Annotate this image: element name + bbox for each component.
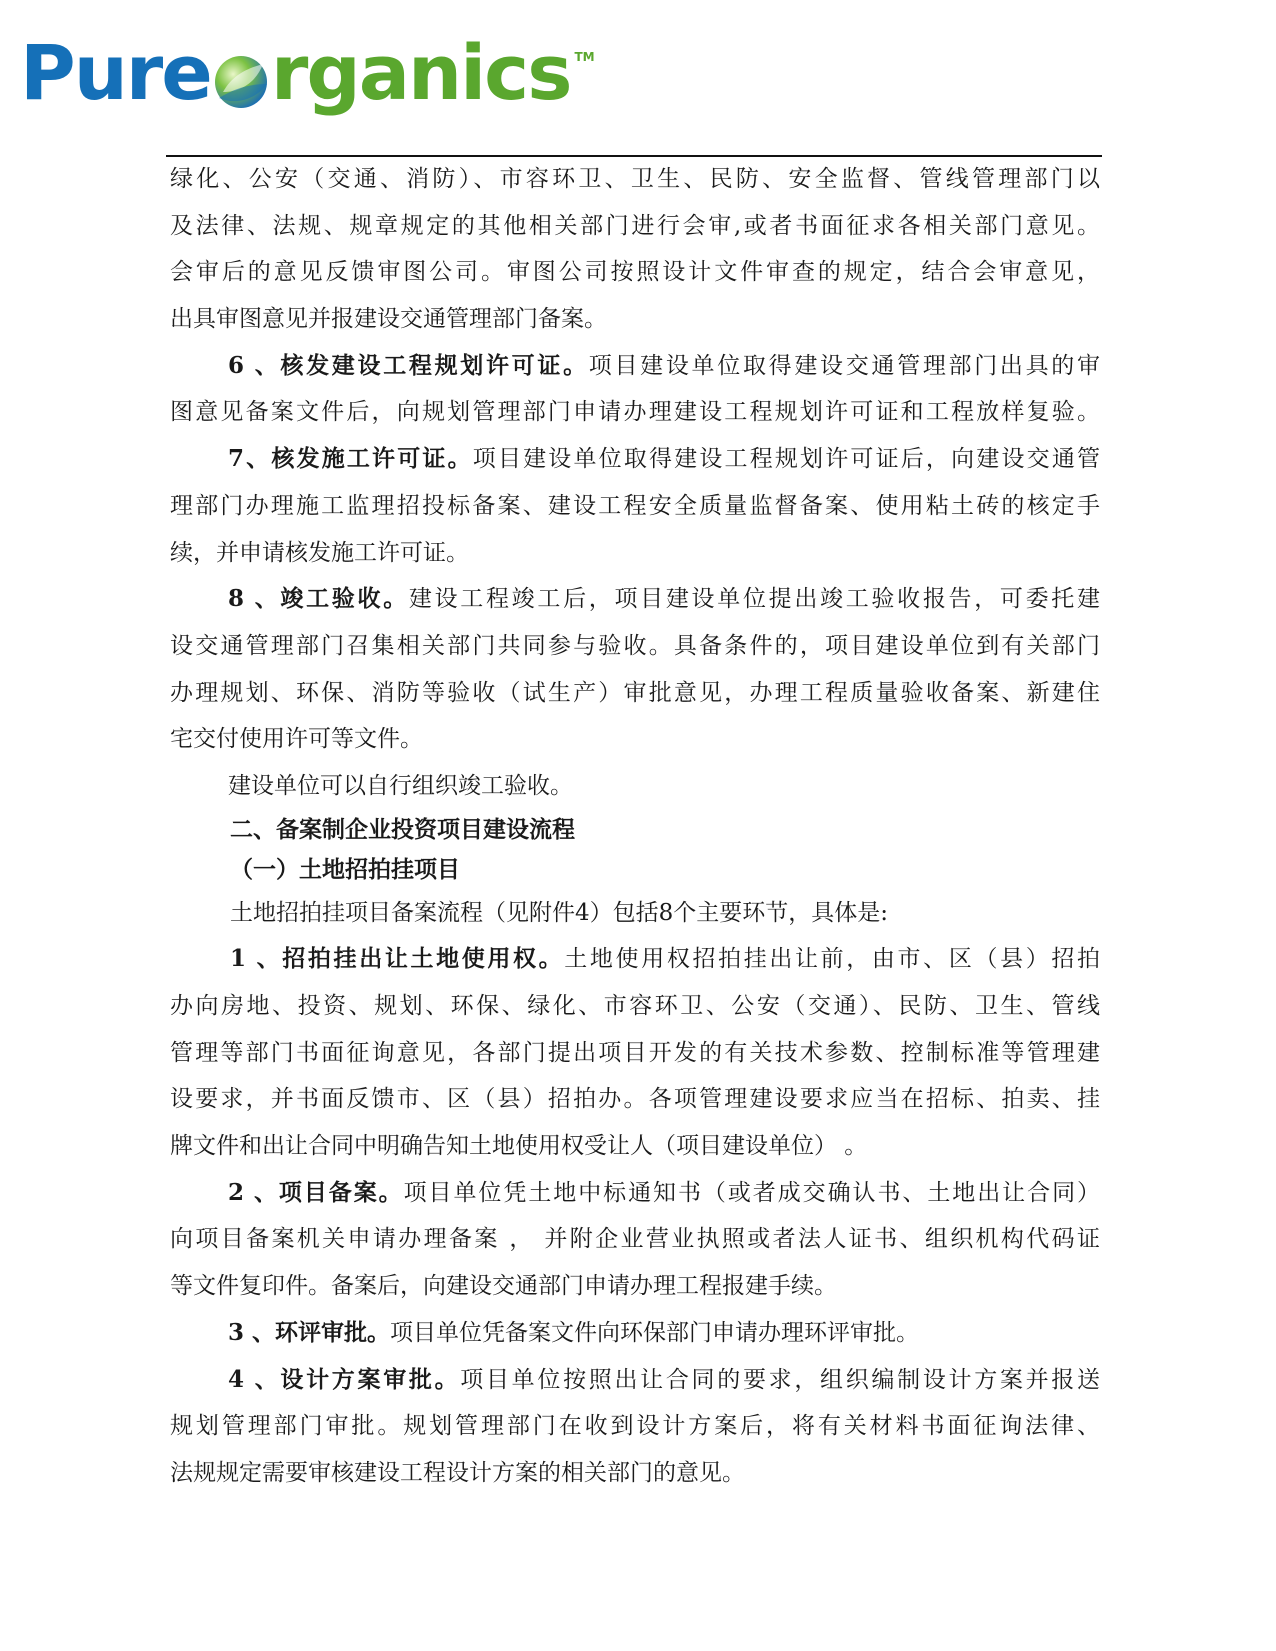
step-1-line [170,936,1100,983]
item-6-text: 项目建设单位取得建设交通管理部门出具的审 [588,352,1100,379]
step-4-heading: 4 、设计方案审批。 [228,1365,461,1393]
item-7-line [170,436,1100,483]
text-line: 向项目备案机关申请办理备案 ， 并附企业营业执照或者法人证书、组织机构代码证 [170,1226,1100,1253]
item-8-heading: 8 、竣工验收。 [228,585,409,613]
step-2-line [170,1170,1100,1217]
text-line: 法规规定需要审核建设工程设计方案的相关部门的意见。 [170,1459,745,1486]
step-2-heading: 2 、项目备案。 [228,1178,404,1206]
section-2-intro: 土地招拍挂项目备案流程（见附件4）包括8个主要环节，具体是: [230,899,889,926]
text-line: 管理等部门书面征询意见，各部门提出项目开发的有关技术参数、控制标准等管理建 [170,1039,1100,1066]
document-body [170,156,1100,1497]
step-3-text: 项目单位凭备案文件向环保部门申请办理环评审批。 [390,1319,920,1346]
step-3-line [170,1310,1100,1357]
item-7-heading: 7、核发施工许可证。 [228,445,473,473]
text-line: 办向房地、投资、规划、环保、绿化、市容环卫、公安（交通）、民防、卫生、管线 [170,993,1100,1019]
text-line: 设要求，并书面反馈市、区（县）招拍办。各项管理建设要求应当在招标、拍卖、挂 [170,1086,1100,1113]
text-line: 宅交付使用许可等文件。 [170,726,423,753]
step-4-line [170,1357,1100,1404]
text-line: 建设单位可以自行组织竣工验收。 [228,772,573,799]
item-6-line [170,343,1100,390]
text-line: 规划管理部门审批。规划管理部门在收到设计方案后，将有关材料书面征询法律、 [170,1413,1100,1440]
section-2-title: 二、备案制企业投资项目建设流程 [230,815,575,843]
text-line: 出具审图意见并报建设交通管理部门备案。 [170,306,607,333]
text-line: 牌文件和出让合同中明确告知土地使用权受让人（项目建设单位） 。 [170,1133,868,1160]
step-1-text: 土地使用权招拍挂出让前，由市、区（县）招拍 [564,946,1100,973]
text-line: 图意见备案文件后，向规划管理部门申请办理建设工程规划许可证和工程放样复验。 [170,399,1100,426]
logo-globe-icon [213,28,269,118]
text-line: 会审后的意见反馈审图公司。审图公司按照设计文件审查的规定，结合会审意见， [170,259,1100,286]
text-line: 等文件复印件。备案后，向建设交通部门申请办理工程报建手续。 [170,1273,837,1300]
item-6-heading: 6 、核发建设工程规划许可证。 [228,351,589,379]
item-8-text: 建设工程竣工后，项目建设单位提出竣工验收报告，可委托建 [408,586,1100,613]
step-4-text: 项目单位按照出让合同的要求，组织编制设计方案并报送 [460,1366,1100,1393]
logo-text-pure: Pure [20,28,211,117]
text-line: 设交通管理部门召集相关部门共同参与验收。具备条件的，项目建设单位到有关部门 [170,632,1100,659]
text-line: 理部门办理施工监理招投标备案、建设工程安全质量监督备案、使用粘土砖的核定手 [170,492,1100,519]
text-line: 续，并申请核发施工许可证。 [170,539,469,566]
item-8-line [170,576,1100,623]
text-line: 办理规划、环保、消防等验收（试生产）审批意见，办理工程质量验收备案、新建住 [170,679,1100,706]
text-line: 及法律、法规、规章规定的其他相关部门进行会审,或者书面征求各相关部门意见。 [170,212,1100,239]
step-1-heading: 1 、招拍挂出让土地使用权。 [230,945,565,973]
logo-trademark: TM [574,50,595,64]
step-3-heading: 3 、环评审批。 [228,1318,391,1346]
pure-organics-logo [20,28,595,118]
text-line: 绿化、公安（交通、消防）、市容环卫、卫生、民防、安全监督、管线管理部门以 [170,166,1100,192]
logo-text-organics: rganics [270,28,571,117]
section-2-subtitle: （一）土地招拍挂项目 [230,855,460,883]
step-2-text: 项目单位凭土地中标通知书（或者成交确认书、土地出让合同） [403,1179,1100,1206]
item-7-text: 项目建设单位取得建设工程规划许可证后，向建设交通管 [472,446,1100,473]
